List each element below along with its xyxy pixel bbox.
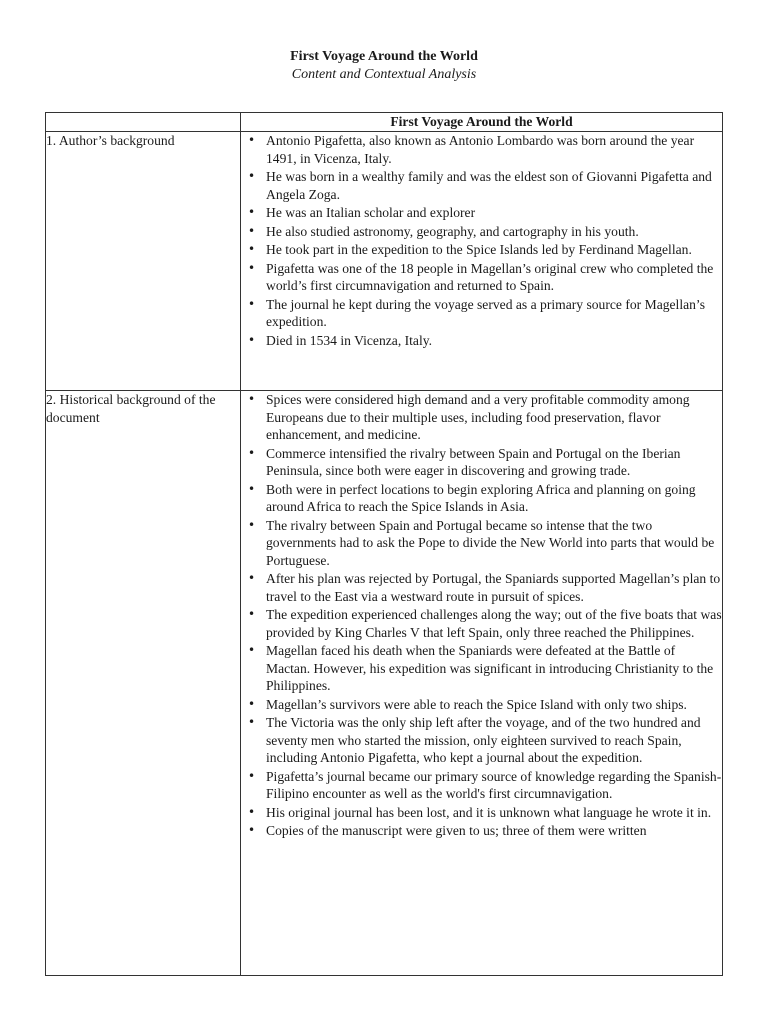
document-title: First Voyage Around the World: [290, 49, 478, 64]
header-cell-empty: [46, 113, 241, 132]
row-label: 1. Author’s background: [46, 132, 241, 391]
bullet-list: [241, 132, 722, 349]
bullet-item: • Died in 1534 in Vicenza, Italy.: [241, 332, 722, 350]
bullet-item: • Pigafetta’s journal became our primary source of knowledge regarding the Spanish-Filipino encounter as well as the world's first circumnavigation.: [241, 768, 722, 803]
bullet-item: • The journal he kept during the voyage served as a primary source for Magellan’s expedition.: [241, 296, 722, 331]
bullet-item: • He took part in the expedition to the Spice Islands led by Ferdinand Magellan.: [241, 241, 722, 259]
table-row: [46, 132, 723, 391]
bullet-item: • Commerce intensified the rivalry between Spain and Portugal on the Iberian Peninsula, since both were eager in discovering and growing trade.: [241, 445, 722, 480]
bullet-item: • After his plan was rejected by Portugal, the Spaniards supported Magellan’s plan to travel to the East via a westward route in pursuit of spices.: [241, 570, 722, 605]
bullet-item: • The expedition experienced challenges along the way; out of the five boats that was provided by King Charles V that left Spain, only three reached the Philippines.: [241, 606, 722, 641]
bullet-item: • The rivalry between Spain and Portugal became so intense that the two governments had to ask the Pope to divide the New World into parts that would be Portuguese.: [241, 517, 722, 570]
bullet-item: • Spices were considered high demand and a very profitable commodity among Europeans due to their multiple uses, including food preservation, flavor enhancement, and medicine.: [241, 391, 722, 444]
bullet-item: • His original journal has been lost, and it is unknown what language he wrote it in.: [241, 804, 722, 822]
row-content: [241, 132, 723, 391]
row-label: 2. Historical background of the document: [46, 391, 241, 976]
bullet-item: • Both were in perfect locations to begin exploring Africa and planning on going around Africa to reach the Spice Islands in Asia.: [241, 481, 722, 516]
document-subtitle: Content and Contextual Analysis: [291, 67, 477, 82]
bullet-item: • He also studied astronomy, geography, and cartography in his youth.: [241, 223, 722, 241]
table-row: [46, 391, 723, 976]
analysis-table: [45, 112, 723, 976]
bullet-item: • Pigafetta was one of the 18 people in Magellan’s original crew who completed the world’s first circumnavigation and returned to Spain.: [241, 260, 722, 295]
header-cell-title: First Voyage Around the World: [241, 113, 723, 132]
bullet-list: [241, 391, 722, 840]
row-content: [241, 391, 723, 976]
bullet-item: • Magellan faced his death when the Spaniards were defeated at the Battle of Mactan. However, his expedition was significant in introducing Christianity to the Philippines.: [241, 642, 722, 695]
bullet-item: • Magellan’s survivors were able to reach the Spice Island with only two ships.: [241, 696, 722, 714]
bullet-item: • Antonio Pigafetta, also known as Antonio Lombardo was born around the year 1491, in Vicenza, Italy.: [241, 132, 722, 167]
bullet-item: • He was an Italian scholar and explorer: [241, 204, 722, 222]
table-header-row: [46, 113, 723, 132]
bullet-item: • He was born in a wealthy family and was the eldest son of Giovanni Pigafetta and Angela Zoga.: [241, 168, 722, 203]
bullet-item: • The Victoria was the only ship left after the voyage, and of the two hundred and seventy men who started the mission, only eighteen survived to reach Spain, including Antonio Pigafetta, who kept a journal about the expedition.: [241, 714, 722, 767]
bullet-item: • Copies of the manuscript were given to us; three of them were written: [241, 822, 722, 840]
